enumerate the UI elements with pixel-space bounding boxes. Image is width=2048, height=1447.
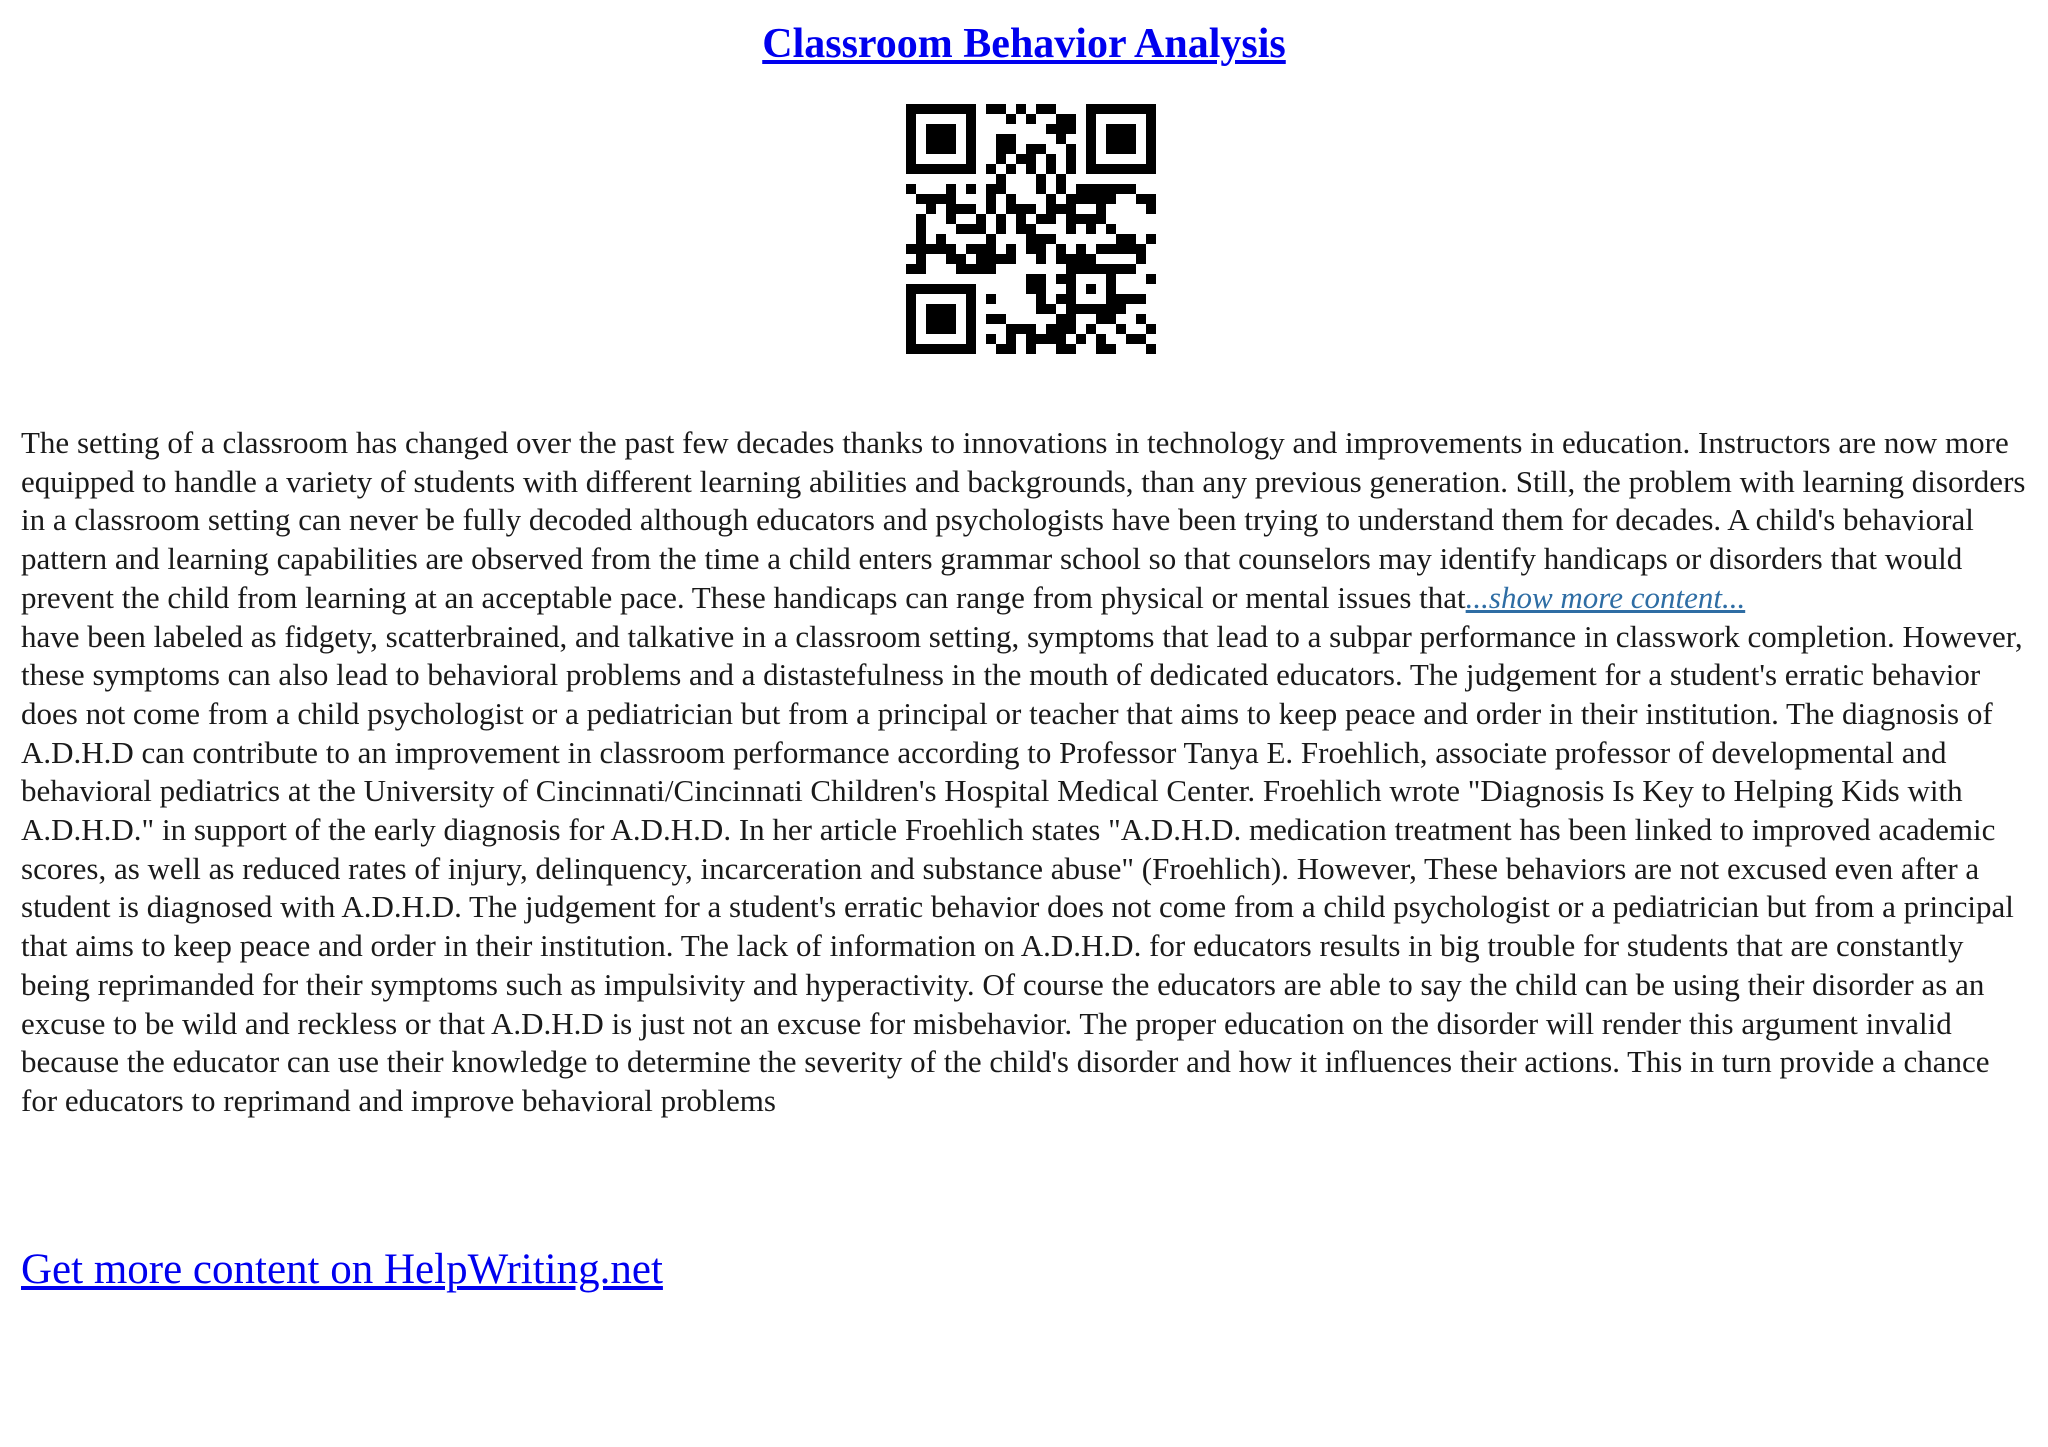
show-more-link[interactable]: ...show more content... [1465,579,1746,615]
paragraph-second: have been labeled as fidgety, scatterbrained, and talkative in a classroom setting, symptoms that lead to a subpar performance in classwork completion. However, these symptoms can also lead to behavioral problems and a distastefulness in the mouth of dedicated educators. The judgement for a student's erratic behavior does not come from a child psychologist or a pediatrician but from a principal or teacher that aims to keep peace and order in their institution. The diagnosis of A.D.H.D can contribute to an improvement in classroom performance according to Professor Tanya E. Froehlich, associate professor of developmental and behavioral pediatrics at the University of Cincinnati/Cincinnati Children's Hospital Medical Center. Froehlich wrote "Diagnosis Is Key to Helping Kids with A.D.H.D." in support of the early diagnosis for A.D.H.D. In her article Froehlich states "A.D.H.D. medication treatment has been linked to improved academic scores, as well as reduced rates of injury, delinquency, incarceration and substance abuse" (Froehlich). However, These behaviors are not excused even after a student is diagnosed with A.D.H.D. The judgement for a student's erratic behavior does not come from a child psychologist or a pediatrician but from a principal that aims to keep peace and order in their institution. The lack of information on A.D.H.D. for educators results in big trouble for students that are constantly being reprimanded for their symptoms such as impulsivity and hyperactivity. Of course the educators are able to say the child can be using their disorder as an excuse to be wild and reckless or that A.D.H.D is just not an excuse for misbehavior. The proper education on the disorder will render this argument invalid because the educator can use their knowledge to determine the severity of the child's disorder and how it influences their actions. This in turn provide a chance for educators to reprimand and improve behavioral problems [21,618,2023,1118]
paragraph-first: The setting of a classroom has changed over the past few decades thanks to innovations in technology and improvements in education. Instructors are now more equipped to handle a variety of students with different learning abilities and backgrounds, than any previous generation. Still, the problem with learning disorders in a classroom setting can never be fully decoded although educators and psychologists have been trying to understand them for decades. A child's behavioral pattern and learning capabilities are observed from the time a child enters grammar school so that counselors may identify handicaps or disorders that would prevent the child from learning at an acceptable pace. These handicaps can range from physical or mental issues that [21,425,2026,615]
qr-code-icon [906,104,1156,354]
title-link[interactable]: Classroom Behavior Analysis [762,21,1286,67]
article-body [21,424,2031,1121]
page-title [0,18,2048,70]
helpwriting-link[interactable]: Get more content on HelpWriting.net [21,1246,663,1293]
